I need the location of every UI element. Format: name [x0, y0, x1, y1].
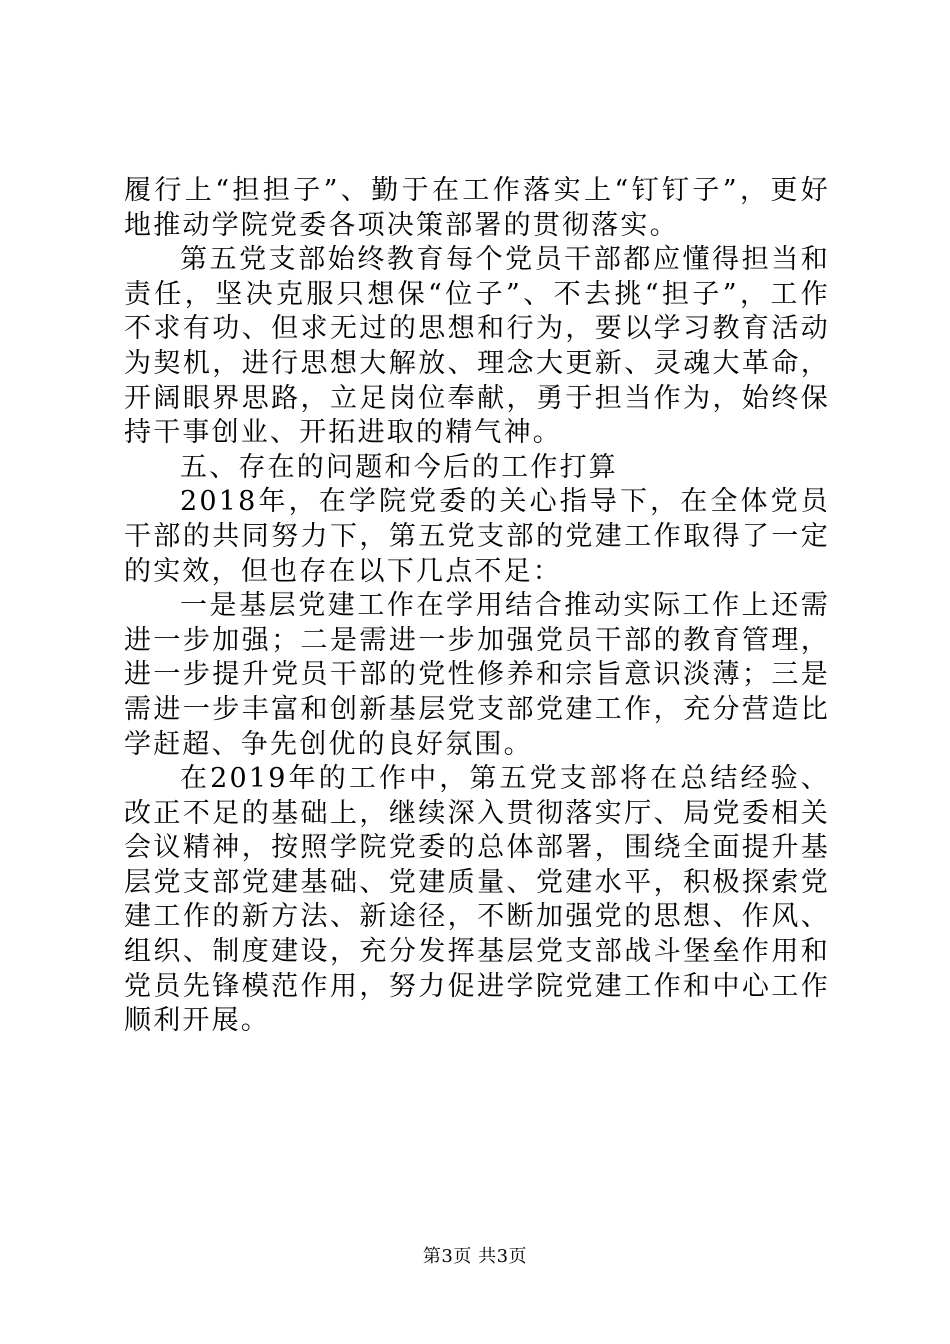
paragraph-2018-summary: 2018年，在学院党委的关心指导下，在全体党员干部的共同努力下，第五党支部的党建工作取得了一定的实效，但也存在以下几点不足：	[124, 486, 830, 587]
page-footer: 第3页 共3页	[422, 1246, 528, 1267]
paragraph-2019-plan: 在2019年的工作中，第五党支部将在总结经验、改正不足的基础上，继续深入贯彻落实厅、局党委相关会议精神，按照学院党委的总体部署，围绕全面提升基层党支部党建基础、党建质量、党建水平，积极探索党建工作的新方法、新途径，不断加强党的思想、作风、组织、制度建设，充分发挥基层党支部战斗堡垒作用和党员先锋模范作用，努力促进学院党建工作和中心工作顺利开展。	[124, 763, 830, 1037]
paragraph-shortcomings: 一是基层党建工作在学用结合推动实际工作上还需进一步加强；二是需进一步加强党员干部的教育管理，进一步提升党员干部的党性修养和宗旨意识淡薄；三是需进一步丰富和创新基层党支部党建工作，充分营造比学赶超、争先创优的良好氛围。	[124, 590, 830, 760]
paragraph-responsibility: 第五党支部始终教育每个党员干部都应懂得担当和责任，坚决克服只想保“位子”、不去挑“担子”，工作不求有功、但求无过的思想和行为，要以学习教育活动为契机，进行思想大解放、理念大更新、灵魂大革命，开阔眼界思路，立足岗位奉献，勇于担当作为，始终保持干事创业、开拓进取的精气神。	[124, 244, 830, 449]
paragraph-continuation: 履行上“担担子”、勤于在工作落实上“钉钉子”，更好地推动学院党委各项决策部署的贯彻落实。	[124, 175, 830, 241]
section-heading: 五、存在的问题和今后的工作打算	[180, 451, 618, 483]
document-body	[124, 174, 830, 1039]
